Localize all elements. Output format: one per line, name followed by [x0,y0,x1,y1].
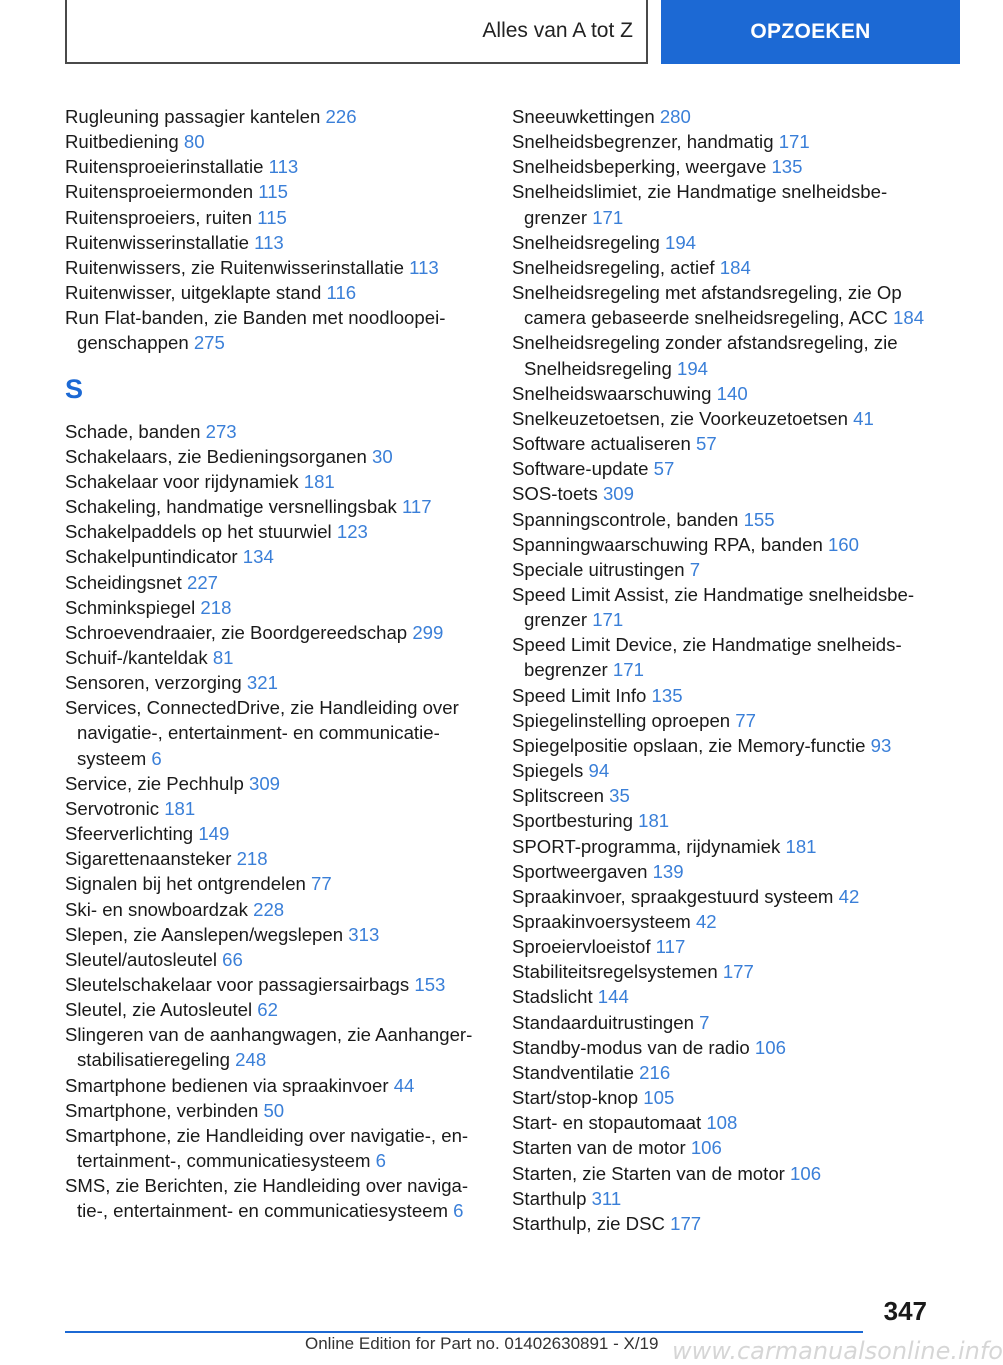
index-entry-term: Run Flat-banden, zie Banden met noodloopeigenschappen [65,307,446,354]
index-entry-term: Services, ConnectedDrive, zie Handleiding over navigatie-, entertainment- en communicatiesysteem [65,697,459,769]
page-reference-link[interactable]: 6 [375,1150,386,1172]
edition-note: Online Edition for Part no. 01402630891 - X/19 [305,1334,659,1353]
index-entry [512,758,937,783]
page-reference-link[interactable]: 149 [198,823,230,845]
page-reference-link[interactable]: 226 [325,106,357,127]
index-entry-term: Sportweergaven [512,860,648,882]
index-entry [65,997,485,1022]
index-entry-term: Schroevendraaier, zie Boordgereedschap [65,621,408,643]
index-entry [65,519,485,544]
page-reference-link[interactable]: 275 [193,332,225,354]
page-reference-link[interactable]: 280 [659,106,691,127]
index-entry-term: Servotronic [65,797,160,819]
index-entry-term: Sensoren, verzorging [65,672,242,694]
index-entry-term: Schakelpuntindicator [65,546,238,568]
index-entry [512,1110,937,1135]
index-entry [512,104,937,129]
index-entry-term: Sproeiervloeistof [512,936,651,958]
index-entry-term: Smartphone bedienen via spraakinvoer [65,1074,389,1096]
index-entry [512,632,937,682]
index-entry-term: Starten, zie Starten van de motor [512,1162,785,1184]
index-entry-term: Snelheidsregeling met afstandsregeling, zie Op camera gebaseerde snelheidsregeling, ACC [512,282,902,329]
page-reference-link[interactable]: 155 [743,508,775,530]
page-reference-link[interactable]: 123 [336,521,368,543]
index-entry [65,771,485,796]
index-entry [65,846,485,871]
index-entry-term: Sneeuwkettingen [512,106,655,127]
index-entry-term: Ruitensproeiermonden [65,181,254,203]
index-entry-term: Sleutel/autosleutel [65,948,217,970]
index-entry [512,909,937,934]
index-entry [512,884,937,909]
index-entry [65,469,485,494]
index-entry [512,280,937,330]
index-entry [65,871,485,896]
index-entry-term: Service, zie Pechhulp [65,772,244,794]
page-reference-link[interactable]: 181 [164,797,196,819]
page-reference-link[interactable]: 177 [670,1212,702,1234]
page-reference-link[interactable]: 117 [401,496,432,518]
index-entry-term: Snelheidsregeling, actief [512,256,715,278]
page-reference-link[interactable]: 135 [651,684,683,706]
index-entry-term: Schminkspiegel [65,596,196,618]
page-reference-link[interactable]: 41 [853,407,874,429]
index-entry [512,481,937,506]
index-entry [65,154,485,179]
index-entry [512,330,937,380]
page-reference-link[interactable]: 80 [183,131,205,153]
page-number: 347 [883,1296,927,1326]
index-entry-term: Spanningwaarschuwing RPA, banden [512,533,823,555]
index-entry-term: Sportbesturing [512,810,633,832]
index-entry [65,305,485,355]
index-entry [512,1060,937,1085]
index-entry [65,255,485,280]
page-reference-link[interactable]: 35 [609,785,630,807]
page-reference-link[interactable]: 273 [205,420,237,442]
index-entry [65,620,485,645]
page-reference-link[interactable]: 139 [652,860,684,882]
index-entry [512,934,937,959]
index-entry-term: Standventilatie [512,1061,634,1083]
page-reference-link[interactable]: 50 [263,1099,285,1121]
page-reference-link[interactable]: 248 [235,1049,267,1071]
index-entry [512,230,937,255]
page-reference-link[interactable]: 115 [257,206,287,228]
page-reference-link[interactable]: 113 [268,156,299,178]
page-reference-link[interactable]: 44 [393,1074,415,1096]
index-entry [65,419,485,444]
index-entry [65,179,485,204]
index-entry [512,381,937,406]
index-entry [65,897,485,922]
index-entry [512,1085,937,1110]
index-entry-term: SMS, zie Berichten, zie Handleiding over navigatie-, entertainment- en communicatiesysteem [65,1175,469,1222]
index-column-right [512,104,937,1236]
index-entry [65,670,485,695]
page-reference-link[interactable]: 135 [771,156,803,178]
index-entry-term: Schuif-/kanteldak [65,646,208,668]
index-entry-term: SPORT-programma, rijdynamiek [512,835,781,857]
index-entry-term: Sfeerverlichting [65,823,194,845]
index-section-letter: S [65,373,84,404]
index-entry [512,1161,937,1186]
index-entry [65,104,485,129]
page-reference-link[interactable]: 77 [311,873,332,895]
index-entry [65,570,485,595]
page-reference-link[interactable]: 153 [414,974,446,995]
index-entry [512,834,937,859]
index-entry-term: Smartphone, verbinden [65,1099,259,1121]
index-entry-term: Starten van de motor [512,1137,686,1159]
index-entry-term: Smartphone, zie Handleiding over navigatie-, entertainment-, communicatiesysteem [65,1124,469,1172]
index-entry [512,1135,937,1160]
index-entry-term: Schakelpaddels op het stuurwiel [65,521,332,543]
index-entry-term: Software actualiseren [512,433,691,455]
index-entry [512,129,937,154]
page-reference-link[interactable]: 140 [716,382,748,404]
page-reference-link[interactable]: 108 [706,1112,738,1134]
index-column-left [65,104,485,1224]
index-entry [512,431,937,456]
index-entry [65,922,485,947]
index-entry-term: Snelheidsregeling zonder afstandsregeling, zie Snelheidsregeling [512,332,898,379]
page-reference-link[interactable]: 228 [253,898,285,920]
page-reference-link[interactable]: 77 [735,709,756,731]
index-entry [512,859,937,884]
index-entry [65,1022,485,1072]
index-entry-term: Stabiliteitsregelsystemen [512,961,718,983]
page-reference-link[interactable]: 115 [258,181,288,203]
index-entry-term: Ruitenwisser, uitgeklapte stand [65,282,322,304]
index-entry-term: Snelheidsregeling [512,231,660,253]
index-entry [65,972,485,997]
index-entry-term: Spanningscontrole, banden [512,508,739,530]
index-entry [65,544,485,569]
index-entry-term: Standaarduitrustingen [512,1011,694,1033]
index-entry-term: Splitscreen [512,785,604,807]
page-reference-link[interactable]: 6 [151,747,162,769]
index-entry [65,645,485,670]
page-reference-link[interactable]: 105 [643,1087,675,1109]
index-entry-term: Sleutelschakelaar voor passagiersairbags [65,974,410,995]
index-entry [65,444,485,469]
index-entry-term: Speciale uitrustingen [512,558,685,580]
index-entry [512,708,937,733]
index-entry-term: Software-update [512,458,649,480]
index-entry-term: Stadslicht [512,986,593,1008]
index-entry-term: Schakelaars, zie Bedieningsorganen [65,445,367,467]
index-entry [65,1173,485,1223]
tab-search[interactable]: OPZOEKEN [661,0,960,64]
page-reference-link[interactable]: 7 [689,558,701,580]
index-entry [512,1035,937,1060]
index-entry [65,129,485,154]
page-reference-link[interactable]: 218 [236,848,268,870]
index-entry [65,821,485,846]
index-entry-term: Snelheidslimiet, zie Handmatige snelheidsbegrenzer [512,181,888,228]
index-entry [512,406,937,431]
index-entry [512,783,937,808]
index-entry-term: Starthulp [512,1187,587,1209]
index-entry [512,255,937,280]
index-entry [65,1098,485,1123]
index-entry [512,984,937,1009]
index-entry-term: Spraakinvoer, spraakgestuurd systeem [512,885,834,907]
index-entry-term: Slingeren van de aanhangwagen, zie Aanhanger-stabilisatieregeling [65,1024,473,1071]
index-entry-term: Snelheidsbegrenzer, handmatig [512,131,774,153]
index-entry [512,154,937,179]
index-entry-term: Sleutel, zie Autosleutel [65,999,253,1021]
page-reference-link[interactable]: 134 [242,546,274,568]
index-entry [65,1073,485,1098]
page-reference-link[interactable]: 171 [612,659,644,681]
page-reference-link[interactable]: 309 [602,483,634,505]
index-entry-term: Ruitbediening [65,131,179,153]
page-reference-link[interactable]: 171 [592,609,624,631]
index-entry [512,1010,937,1035]
page-reference-link[interactable]: 181 [303,470,335,492]
index-entry-term: Start/stop-knop [512,1087,639,1109]
page-reference-link[interactable]: 227 [186,571,219,593]
index-entry [65,595,485,620]
tab-alphabetical-index[interactable]: Alles van A tot Z [65,0,648,64]
page-reference-link[interactable]: 184 [893,307,925,329]
page-reference-link[interactable]: 94 [588,760,610,782]
page-reference-link[interactable]: 113 [254,231,284,253]
index-entry-term: Slepen, zie Aanslepen/wegslepen [65,923,344,945]
page-reference-link[interactable]: 171 [778,131,810,153]
page-reference-link[interactable]: 194 [665,231,697,253]
index-entry [512,683,937,708]
page-reference-link[interactable]: 57 [653,458,675,480]
page-reference-link[interactable]: 181 [785,835,817,857]
page-reference-link[interactable]: 144 [597,986,629,1008]
page-reference-link[interactable]: 42 [838,885,860,907]
index-entry [65,1123,485,1173]
index-entry [65,230,485,255]
page-reference-link[interactable]: 7 [699,1011,710,1033]
index-entry [512,959,937,984]
page-reference-link[interactable]: 6 [453,1200,464,1222]
index-entry-term: Snelheidswaarschuwing [512,382,712,404]
index-entry-term: SOS-toets [512,483,598,505]
page-reference-link[interactable]: 194 [677,357,709,379]
page-reference-link[interactable]: 30 [372,445,393,467]
page-reference-link[interactable]: 181 [638,810,670,832]
watermark-logo: www.carmanualsonline.info [672,1337,1003,1365]
page-reference-link[interactable]: 113 [409,256,439,278]
index-entry [65,494,485,519]
page-reference-link[interactable]: 66 [222,948,243,970]
index-entry-term: Sigarettenaansteker [65,848,232,870]
footer-divider [65,1331,863,1333]
page-reference-link[interactable]: 57 [695,433,717,455]
index-entry-term: Speed Limit Device, zie Handmatige snelheidsbegrenzer [512,634,902,681]
page-reference-link[interactable]: 160 [827,533,859,555]
index-entry [512,733,937,758]
index-entry-term: Spiegels [512,760,584,782]
page-reference-link[interactable]: 93 [870,734,892,756]
index-entry-term: Signalen bij het ontgrendelen [65,873,306,895]
page-reference-link[interactable]: 218 [200,596,232,618]
index-entry [512,179,937,229]
index-entry-term: Schakeling, handmatige versnellingsbak [65,496,397,518]
page-reference-link[interactable]: 106 [790,1162,822,1184]
page-reference-link[interactable]: 116 [326,282,357,304]
page-reference-link[interactable]: 117 [655,936,686,958]
index-entry-term: Spraakinvoersysteem [512,911,691,932]
index-entry-term: Spiegelpositie opslaan, zie Memory-functie [512,734,866,756]
page-reference-link[interactable]: 171 [592,206,624,228]
index-entry [512,582,937,632]
index-entry [512,808,937,833]
index-entry-term: Spiegelinstelling oproepen [512,709,731,731]
index-entry-term: Schade, banden [65,420,201,442]
index-entry-term: Speed Limit Assist, zie Handmatige snelheidsbegrenzer [512,583,915,631]
index-entry-term: Scheidingsnet [65,571,182,593]
page-reference-link[interactable]: 299 [412,621,444,643]
index-entry-term: Starthulp, zie DSC [512,1212,665,1234]
page-reference-link[interactable]: 62 [257,999,278,1021]
index-entry-term: Snelkeuzetoetsen, zie Voorkeuzetoetsen [512,407,848,429]
index-entry-term: Ruitenwisserinstallatie [65,231,249,253]
index-entry [512,456,937,481]
page-reference-link[interactable]: 184 [719,256,751,278]
page-reference-link[interactable]: 42 [695,911,717,932]
index-entry [512,507,937,532]
index-entry [65,947,485,972]
index-entry [512,557,937,582]
page-reference-link[interactable]: 177 [722,961,754,983]
page-reference-link[interactable]: 106 [754,1036,786,1058]
index-entry-term: Snelheidsbeperking, weergave [512,156,767,178]
page-reference-link[interactable]: 106 [690,1137,722,1159]
index-entry-term: Ski- en snowboardzak [65,898,248,920]
index-entry-term: Schakelaar voor rijdynamiek [65,470,299,492]
page-reference-link[interactable]: 313 [348,923,380,945]
index-entry [512,1211,937,1236]
page-reference-link[interactable]: 311 [591,1187,622,1209]
index-entry-term: Rugleuning passagier kantelen [65,106,321,127]
index-entry-term: Start- en stopautomaat [512,1112,702,1134]
index-entry-term: Standby-modus van de radio [512,1036,750,1058]
page-reference-link[interactable]: 216 [639,1061,671,1083]
index-entry [512,1186,937,1211]
index-entry-term: Speed Limit Info [512,684,647,706]
index-entry [65,280,485,305]
page-reference-link[interactable]: 321 [246,672,278,694]
index-entry-term: Ruitenwissers, zie Ruitenwisserinstallatie [65,256,404,278]
index-entry [65,695,485,770]
index-entry [512,532,937,557]
index-entry-term: Ruitensproeierinstallatie [65,156,264,178]
top-navigation [0,0,960,66]
index-entry-term: Ruitensproeiers, ruiten [65,206,253,228]
page-reference-link[interactable]: 81 [212,646,234,668]
index-entry [65,796,485,821]
page-reference-link[interactable]: 309 [248,772,281,794]
index-entry [65,205,485,230]
